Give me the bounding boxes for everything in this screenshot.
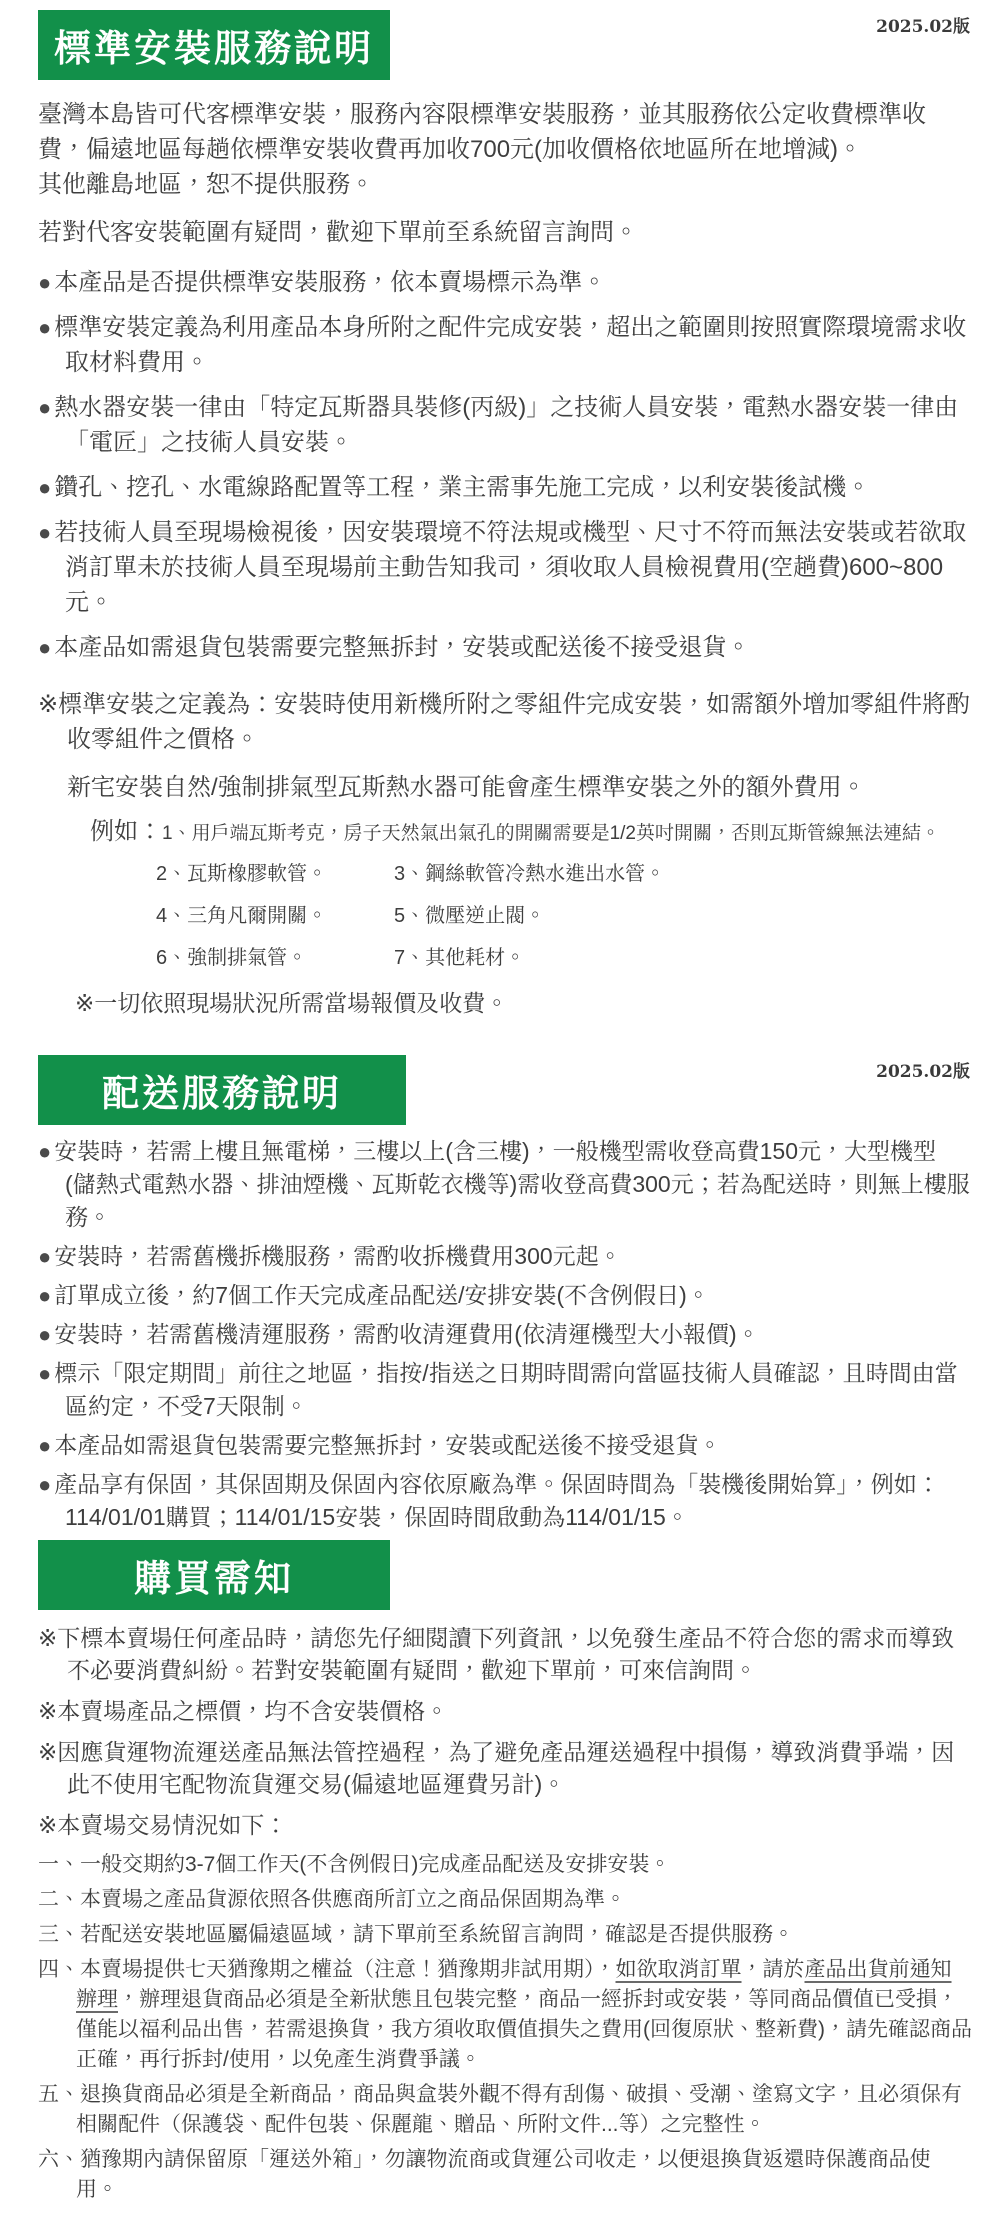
example-item: 3、鋼絲軟管冷熱水進出水管。: [394, 863, 666, 885]
list-item-text: 本產品如需退貨包裝需要完整無拆封，安裝或配送後不接受退貨。: [54, 634, 751, 661]
list-item: [38, 630, 972, 665]
list-item: [38, 1318, 972, 1351]
list-item-text: 本產品如需退貨包裝需要完整無拆封，安裝或配送後不接受退貨。: [54, 1432, 722, 1458]
bullet-marker: ●: [38, 315, 52, 340]
version-label: 2025.02版: [876, 1062, 970, 1082]
list-item-text: 產品享有保固，其保固期及保固內容依原廠為準。保固時間為「裝機後開始算」，例如：114/01/01購買；114/01/15安裝，保固時間啟動為114/01/15。: [54, 1471, 940, 1530]
list-item-text: 安裝時，若需舊機拆機服務，需酌收拆機費用300元起。: [54, 1243, 622, 1269]
section-title-purchase: 購買需知: [38, 1540, 390, 1610]
section-delivery-service: [38, 1055, 972, 1534]
bullet-marker: ●: [38, 270, 52, 295]
list-item: [38, 1279, 972, 1312]
numbered-item: 六、猶豫期內請保留原「運送外箱」，勿讓物流商或貨運公司收走，以便退換貨返還時保護商品使用。: [38, 2148, 931, 2201]
note-text: ※本賣場交易情況如下：: [38, 1812, 288, 1838]
intro-main-text: 臺灣本島皆可代客標準安裝，服務內容限標準安裝服務，並其服務依公定收費標準收費，偏遠地區每趟依標準安裝收費再加收700元(加收價格依地區所在地增減)。: [38, 101, 926, 163]
example-item: 4、三角凡爾開關。: [156, 905, 328, 927]
example-item: 1、用戶端瓦斯考克，房子天然氣出氣孔的開關需要是1/2英吋開關，否則瓦斯管線無法連結。: [162, 823, 940, 844]
list-item: [38, 470, 972, 505]
list-item-text: 本產品是否提供標準安裝服務，依本賣場標示為準。: [54, 269, 607, 296]
numbered-item: 三、若配送安裝地區屬偏遠區域，請下單前至系統留言詢問，確認是否提供服務。: [38, 1923, 794, 1946]
standard-install-body: [38, 97, 972, 1021]
intro-islands-text: 其他離島地區，恕不提供服務。: [38, 171, 374, 198]
note-text: ※下標本賣場任何產品時，請您先仔細閱讀下列資訊，以免發生產品不符合您的需求而導致不必要消費糾紛。若對安裝範圍有疑問，歡迎下單前，可來信詢問。: [38, 1625, 955, 1683]
list-item-text: 鑽孔、挖孔、水電線路配置等工程，業主需事先施工完成，以利安裝後試機。: [54, 474, 871, 501]
list-item: [38, 515, 972, 620]
bullet-marker: ●: [38, 1322, 52, 1347]
list-item: [38, 1429, 972, 1462]
section-title-standard-install: 標準安裝服務說明: [38, 10, 390, 80]
bullet-marker: ●: [38, 475, 52, 500]
section-title-delivery: 配送服務說明: [38, 1055, 406, 1125]
example-first-row: [90, 817, 972, 848]
bullet-marker: ●: [38, 635, 52, 660]
list-item-text: 安裝時，若需上樓且無電梯，三樓以上(含三樓)，一般機型需收登高費150元，大型機型 (儲熱式電熱水器、排油煙機、瓦斯乾衣機等)需收登高費300元；若為配送時，則無上樓服務。: [54, 1138, 970, 1230]
standard-install-definition-note: ※標準安裝之定義為：安裝時使用新機所附之零組件完成安裝，如需額外增加零組件將酌收零組件之價格。: [38, 691, 971, 753]
intro-paragraph: [38, 97, 972, 202]
note-text: ※因應貨運物流運送產品無法管控過程，為了避免產品運送過程中損傷，導致消費爭端，因此不使用宅配物流貨運交易(偏遠地區運費另計)。: [38, 1739, 955, 1797]
bullet-marker: ●: [38, 395, 52, 420]
numbered-item: 二、本賣場之產品貨源依照各供應商所訂立之商品保固期為準。: [38, 1888, 626, 1911]
numbered-item-four: [38, 1955, 972, 2075]
bullet-marker: ●: [38, 1472, 52, 1497]
install-bullet-list: [38, 265, 972, 665]
example-item: 6、強制排氣管。: [156, 947, 308, 969]
bullet-marker: ●: [38, 1283, 52, 1308]
item4-underline-notify: 產品出貨前通知辦理: [76, 1958, 952, 2011]
purchase-numbered-list: [38, 1850, 972, 2205]
list-item: [38, 310, 972, 380]
list-item: [38, 1468, 972, 1534]
list-item-text: 標示「限定期間」前往之地區，指按/指送之日期時間需向當區技術人員確認，且時間由當區約定，不受7天限制。: [54, 1360, 958, 1419]
example-label: 例如：: [90, 818, 162, 845]
version-label: 2025.02版: [876, 17, 970, 37]
list-item: [38, 1135, 972, 1234]
list-item: [38, 265, 972, 300]
item4-text: 四、本賣場提供七天猶豫期之權益（注意！猶豫期非試用期），: [38, 1958, 616, 1981]
bullet-marker: ●: [38, 520, 52, 545]
delivery-bullet-list: [38, 1135, 972, 1534]
numbered-item: 一、一般交期約3-7個工作天(不含例假日)完成產品配送及安排安裝。: [38, 1853, 671, 1876]
item4-text: ，請於: [741, 1958, 805, 1981]
onsite-quote-note: ※一切依照現場狀況所需當場報價及收費。: [75, 990, 509, 1016]
item4-text: ，辦理退貨商品必須是全新狀態且包裝完整，商品一經拆封或安裝，等同商品價值已受損，僅能以福利品出售，若需退換貨，我方須收取價值損失之費用(回復原狀、整新費)，請先確認商品正確，再行拆封/使用，以免產生消費爭議。: [76, 1988, 972, 2071]
example-item: 7、其他耗材。: [394, 947, 526, 969]
example-item: 5、微壓逆止閥。: [394, 905, 546, 927]
list-item-text: 訂單成立後，約7個工作天完成產品配送/安排安裝(不含例假日)。: [54, 1282, 710, 1308]
example-block: [90, 817, 972, 972]
intro-ask-text: 若對代客安裝範圍有疑問，歡迎下單前至系統留言詢問。: [38, 219, 638, 246]
section-standard-install: [38, 10, 972, 1021]
list-item-text: 熱水器安裝一律由「特定瓦斯器具裝修(丙級)」之技術人員安裝，電熱水器安裝一律由「電匠」之技術人員安裝。: [54, 394, 959, 456]
example-grid: [156, 860, 972, 972]
list-item-text: 標準安裝定義為利用產品本身所附之配件完成安裝，超出之範圍則按照實際環境需求收取材料費用。: [54, 314, 967, 376]
bullet-marker: ●: [38, 1244, 52, 1269]
list-item: [38, 390, 972, 460]
list-item: [38, 1357, 972, 1423]
list-item: [38, 1240, 972, 1273]
item4-underline-cancel: 如欲取消訂單: [615, 1958, 742, 1981]
extra-fee-note: 新宅安裝自然/強制排氣型瓦斯熱水器可能會產生標準安裝之外的額外費用。: [67, 774, 866, 801]
list-item-text: 若技術人員至現場檢視後，因安裝環境不符法規或機型、尺寸不符而無法安裝或若欲取消訂單未於技術人員至現場前主動告知我司，須收取人員檢視費用(空趟費)600~800元。: [54, 519, 967, 616]
section-purchase-notice: [38, 1540, 972, 2205]
bullet-marker: ●: [38, 1361, 52, 1386]
note-text: ※本賣場產品之標價，均不含安裝價格。: [38, 1698, 449, 1724]
numbered-item: 五、退換貨商品必須是全新商品，商品與盒裝外觀不得有刮傷、破損、受潮、塗寫文字，且必須保有相關配件（保護袋、配件包裝、保麗龍、贈品、所附文件...等）之完整性。: [38, 2083, 962, 2136]
example-item: 2、瓦斯橡膠軟管。: [156, 863, 328, 885]
list-item-text: 安裝時，若需舊機清運服務，需酌收清運費用(依清運機型大小報價)。: [54, 1321, 760, 1347]
purchase-notes: [38, 1622, 972, 1841]
bullet-marker: ●: [38, 1139, 52, 1164]
bullet-marker: ●: [38, 1433, 52, 1458]
